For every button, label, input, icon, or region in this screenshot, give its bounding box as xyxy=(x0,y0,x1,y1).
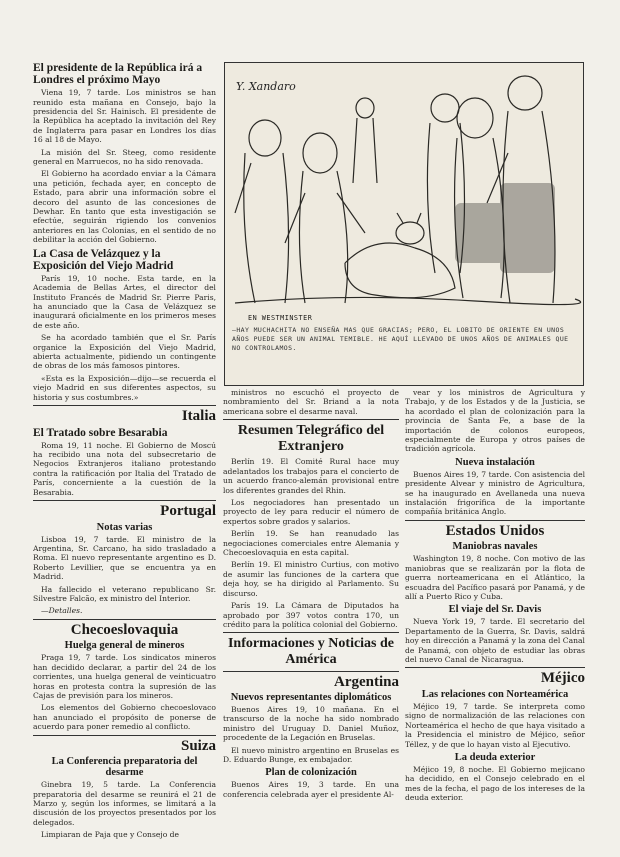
cartoon-caption-title: EN WESTMINSTER xyxy=(248,314,313,322)
article-paragraph: Nueva York 19, 7 tarde. El secretario del Departamento de la Guerra, Sr. Davis, saldrá hoy en dirección a Panamá y la zona del Canal de Panamá, con objeto de estudiar las obras del nuevo Canal de Nicaragua. xyxy=(405,617,585,665)
article-paragraph: Buenos Aires 19, 7 tarde. Con asistencia del presidente Alvear y ministro de Agricultura, se ha inaugurado en Avellaneda una nueva instalación frigorífica de la importante compañía británica Anglo. xyxy=(405,469,585,517)
section-portugal: Portugal xyxy=(33,500,216,520)
article-paragraph: Lisboa 19, 7 tarde. El ministro de la Argentina, Sr. Carcano, ha sido trasladado a Roma. El nuevo representante argentino es D. Roberto Levillier, que se encuentra ya en Madrid. xyxy=(33,534,216,582)
right-column xyxy=(405,388,585,850)
article-paragraph: La misión del Sr. Steeg, como residente general en Marruecos, no ha sido renovada. xyxy=(33,147,216,166)
article-paragraph: Washington 19, 8 noche. Con motivo de las maniobras que se realizarán por la flota de guerra norteamericana en el Atlántico, la escuadra del Pacífico pasará por Panamá, y de allí a Puerto Rico y Cuba. xyxy=(405,554,585,602)
headline: La Casa de Velázquez y la Exposición del Viejo Madrid xyxy=(33,247,174,272)
headline: Plan de colonización xyxy=(265,767,357,779)
article-paragraph: París 19, 10 noche. Esta tarde, en la Academia de Bellas Artes, el director del Instituto Francés de Madrid Sr. Pierre Paris, ha anunciado que la Casa de Velázquez se inaugurará oficialmente en los primeros meses de este año. xyxy=(33,273,216,330)
headline: El presidente de la República irá a Londres el próximo Mayo xyxy=(33,62,203,87)
article-paragraph: Viena 19, 7 tarde. Los ministros se han reunido esta mañana en Consejo, bajo la presidencia del Sr. Hainisch. El presidente de la República ha aceptado la invitación del Rey de Inglaterra para pasar en Londres los días 16 al 18 de Mayo. xyxy=(33,88,216,145)
section-resumen-telegrafico: Resumen Telegráfico del Extranjero xyxy=(223,419,399,455)
headline: Maniobras navales xyxy=(452,541,538,553)
headline: El viaje del Sr. Davis xyxy=(448,604,542,616)
middle-column xyxy=(223,388,399,850)
headline: Nueva instalación xyxy=(455,456,535,468)
headline: El Tratado sobre Besarabia xyxy=(33,426,168,439)
article-paragraph: «Esta es la Exposición—dijo—se recuerda el viejo Madrid en sus diferentes aspectos, su historia y sus costumbres.» xyxy=(33,373,216,402)
section-estados-unidos: Estados Unidos xyxy=(405,520,585,540)
article-paragraph: Los elementos del Gobierno checoeslovaco han anunciado el propósito de ponerse de acuerdo para poner remedio al conflicto. xyxy=(33,703,216,732)
article-paragraph: vear y los ministros de Agricultura y Trabajo, y de los Estados y de la Justicia, se ha acordado el plan de colonización para la provincia de Santa Fe, a base de la importación de colonos europeos, especialmente de Europa y otros países de tradición agrícola. xyxy=(405,388,585,454)
headline: Notas varias xyxy=(96,521,153,533)
article-paragraph: Roma 19, 11 noche. El Gobierno de Moscú ha recibido una nota del subsecretario de Negocios Extranjeros italiano protestando contra la ratificación por Italia del Tratado de París, concerniente a la cuestión de la Besarabia. xyxy=(33,440,216,497)
headline: Nuevos representantes diplomáticos xyxy=(230,692,392,703)
headline: La deuda exterior xyxy=(454,752,536,764)
section-italia: Italia xyxy=(33,405,216,425)
article-paragraph: Berlín 19. El Comité Rural hace muy adelantados los trabajos para el concierto de un acuerdo franco-alemán provisional entre los diferentes grandes del Rhin. xyxy=(223,457,399,495)
article-paragraph: Se ha acordado también que el Sr. París organice la Exposición del Viejo Madrid, abierta actualmente, pidiendo un contingente de obras de los más famosos pintores. xyxy=(33,333,216,371)
article-paragraph: Praga 19, 7 tarde. Los sindicatos mineros han decidido declarar, a partir del 24 de los corrientes, una huelga general de veinticuatro horas en protesta contra la supresión de las Cajas de previsión para los mineros. xyxy=(33,653,216,700)
cartoon-signature: Y. Xandaro xyxy=(236,80,296,93)
article-paragraph: Méjico 19, 8 noche. El Gobierno mejicano ha decidido, en el Consejo celebrado en el mes de la fecha, el pago de los intereses de la deuda exterior. xyxy=(405,765,585,803)
article-signature: —Detalles. xyxy=(41,606,83,616)
article-paragraph: Los negociadores han presentado un proyecto de ley para reducir el número de expertos sobre grados y salarios. xyxy=(223,498,399,526)
article-paragraph: Ha fallecido el veterano republicano Sr. Silvestre Falcão, ex ministro del Interior. xyxy=(33,584,216,603)
left-column xyxy=(33,60,216,850)
article-paragraph: El Gobierno ha acordado enviar a la Cámara una petición, fechada ayer, en concepto de Estado, para abrir una información sobre el decoro del asunto de las concesiones de Dewhar. En tanto que esta investigación se efectúe, seguirán rigiendo los convenios anteriores en las Colonias, en el sentido de no debilitar la acción del Gobierno. xyxy=(33,169,216,245)
article-paragraph: Buenos Aires 19, 3 tarde. En una conferencia celebrada ayer el presidente Al- xyxy=(223,780,399,799)
headline: La Conferencia preparatoria del desarme xyxy=(51,756,198,779)
headline: Huelga general de mineros xyxy=(64,640,185,652)
article-paragraph: Buenos Aires 19, 10 mañana. En el transcurso de la noche ha sido nombrado ministro del Uruguay D. Daniel Muñoz, procedente de la Legación en Bruselas. xyxy=(223,705,399,743)
article-paragraph: París 19. La Cámara de Diputados ha aprobado por 397 votos contra 170, un crédito para la política colonial del Gobierno. xyxy=(223,601,399,629)
article-paragraph: El nuevo ministro argentino en Bruselas es D. Eduardo Bunge, ex embajador. xyxy=(223,745,399,765)
section-suiza: Suiza xyxy=(33,735,216,755)
article-paragraph: Méjico 19, 7 tarde. Se interpreta como signo de normalización de las relaciones con Norteamérica el hecho de que haya visitado a la Presidencia el ministro de Méjico, señor Téllez, y de que lo hayan visto al Ejecutivo. xyxy=(405,702,585,749)
section-informaciones-america: Informaciones y Noticias de América xyxy=(223,632,399,668)
section-mejico: Méjico xyxy=(405,667,585,687)
cartoon-caption: —HAY MUCHACHITA NO ENSEÑA MAS QUE GRACIAS; PERO, EL LOBITO DE ORIENTE EN UNOS AÑOS PUEDE SER UN ANIMAL TEMIBLE. HE AQUÍ LLEVADO DE UNOS AÑOS DE ANIMALES QUE NO CONTROLAMOS. xyxy=(232,326,569,352)
section-argentina: Argentina xyxy=(223,671,399,691)
article-paragraph: Ginebra 19, 5 tarde. La Conferencia preparatoria del desarme se reunirá el 21 de Marzo y, según los informes, se limitará a la discusión de los proyectos presentados por los delegados. xyxy=(33,780,216,827)
section-checoeslovaquia: Checoeslovaquia xyxy=(33,619,216,639)
headline: Las relaciones con Norteamérica xyxy=(421,688,569,700)
article-paragraph: Berlín 19. Se han reanudado las negociaciones comerciales entre Alemania y Checoeslovaquia en esta capital. xyxy=(223,529,399,558)
article-paragraph: Berlín 19. El ministro Curtius, con motivo de asumir las funciones de la cartera que deja hoy, se ha dirigido al Parlamento. Su discurso. xyxy=(223,560,399,598)
article-paragraph: ministros no escuchó el proyecto de nombramiento del Sr. Briand a la nota americana sobre el desarme naval. xyxy=(223,388,399,416)
article-paragraph: Limpiaran de Paja que y Consejo de xyxy=(41,830,180,840)
